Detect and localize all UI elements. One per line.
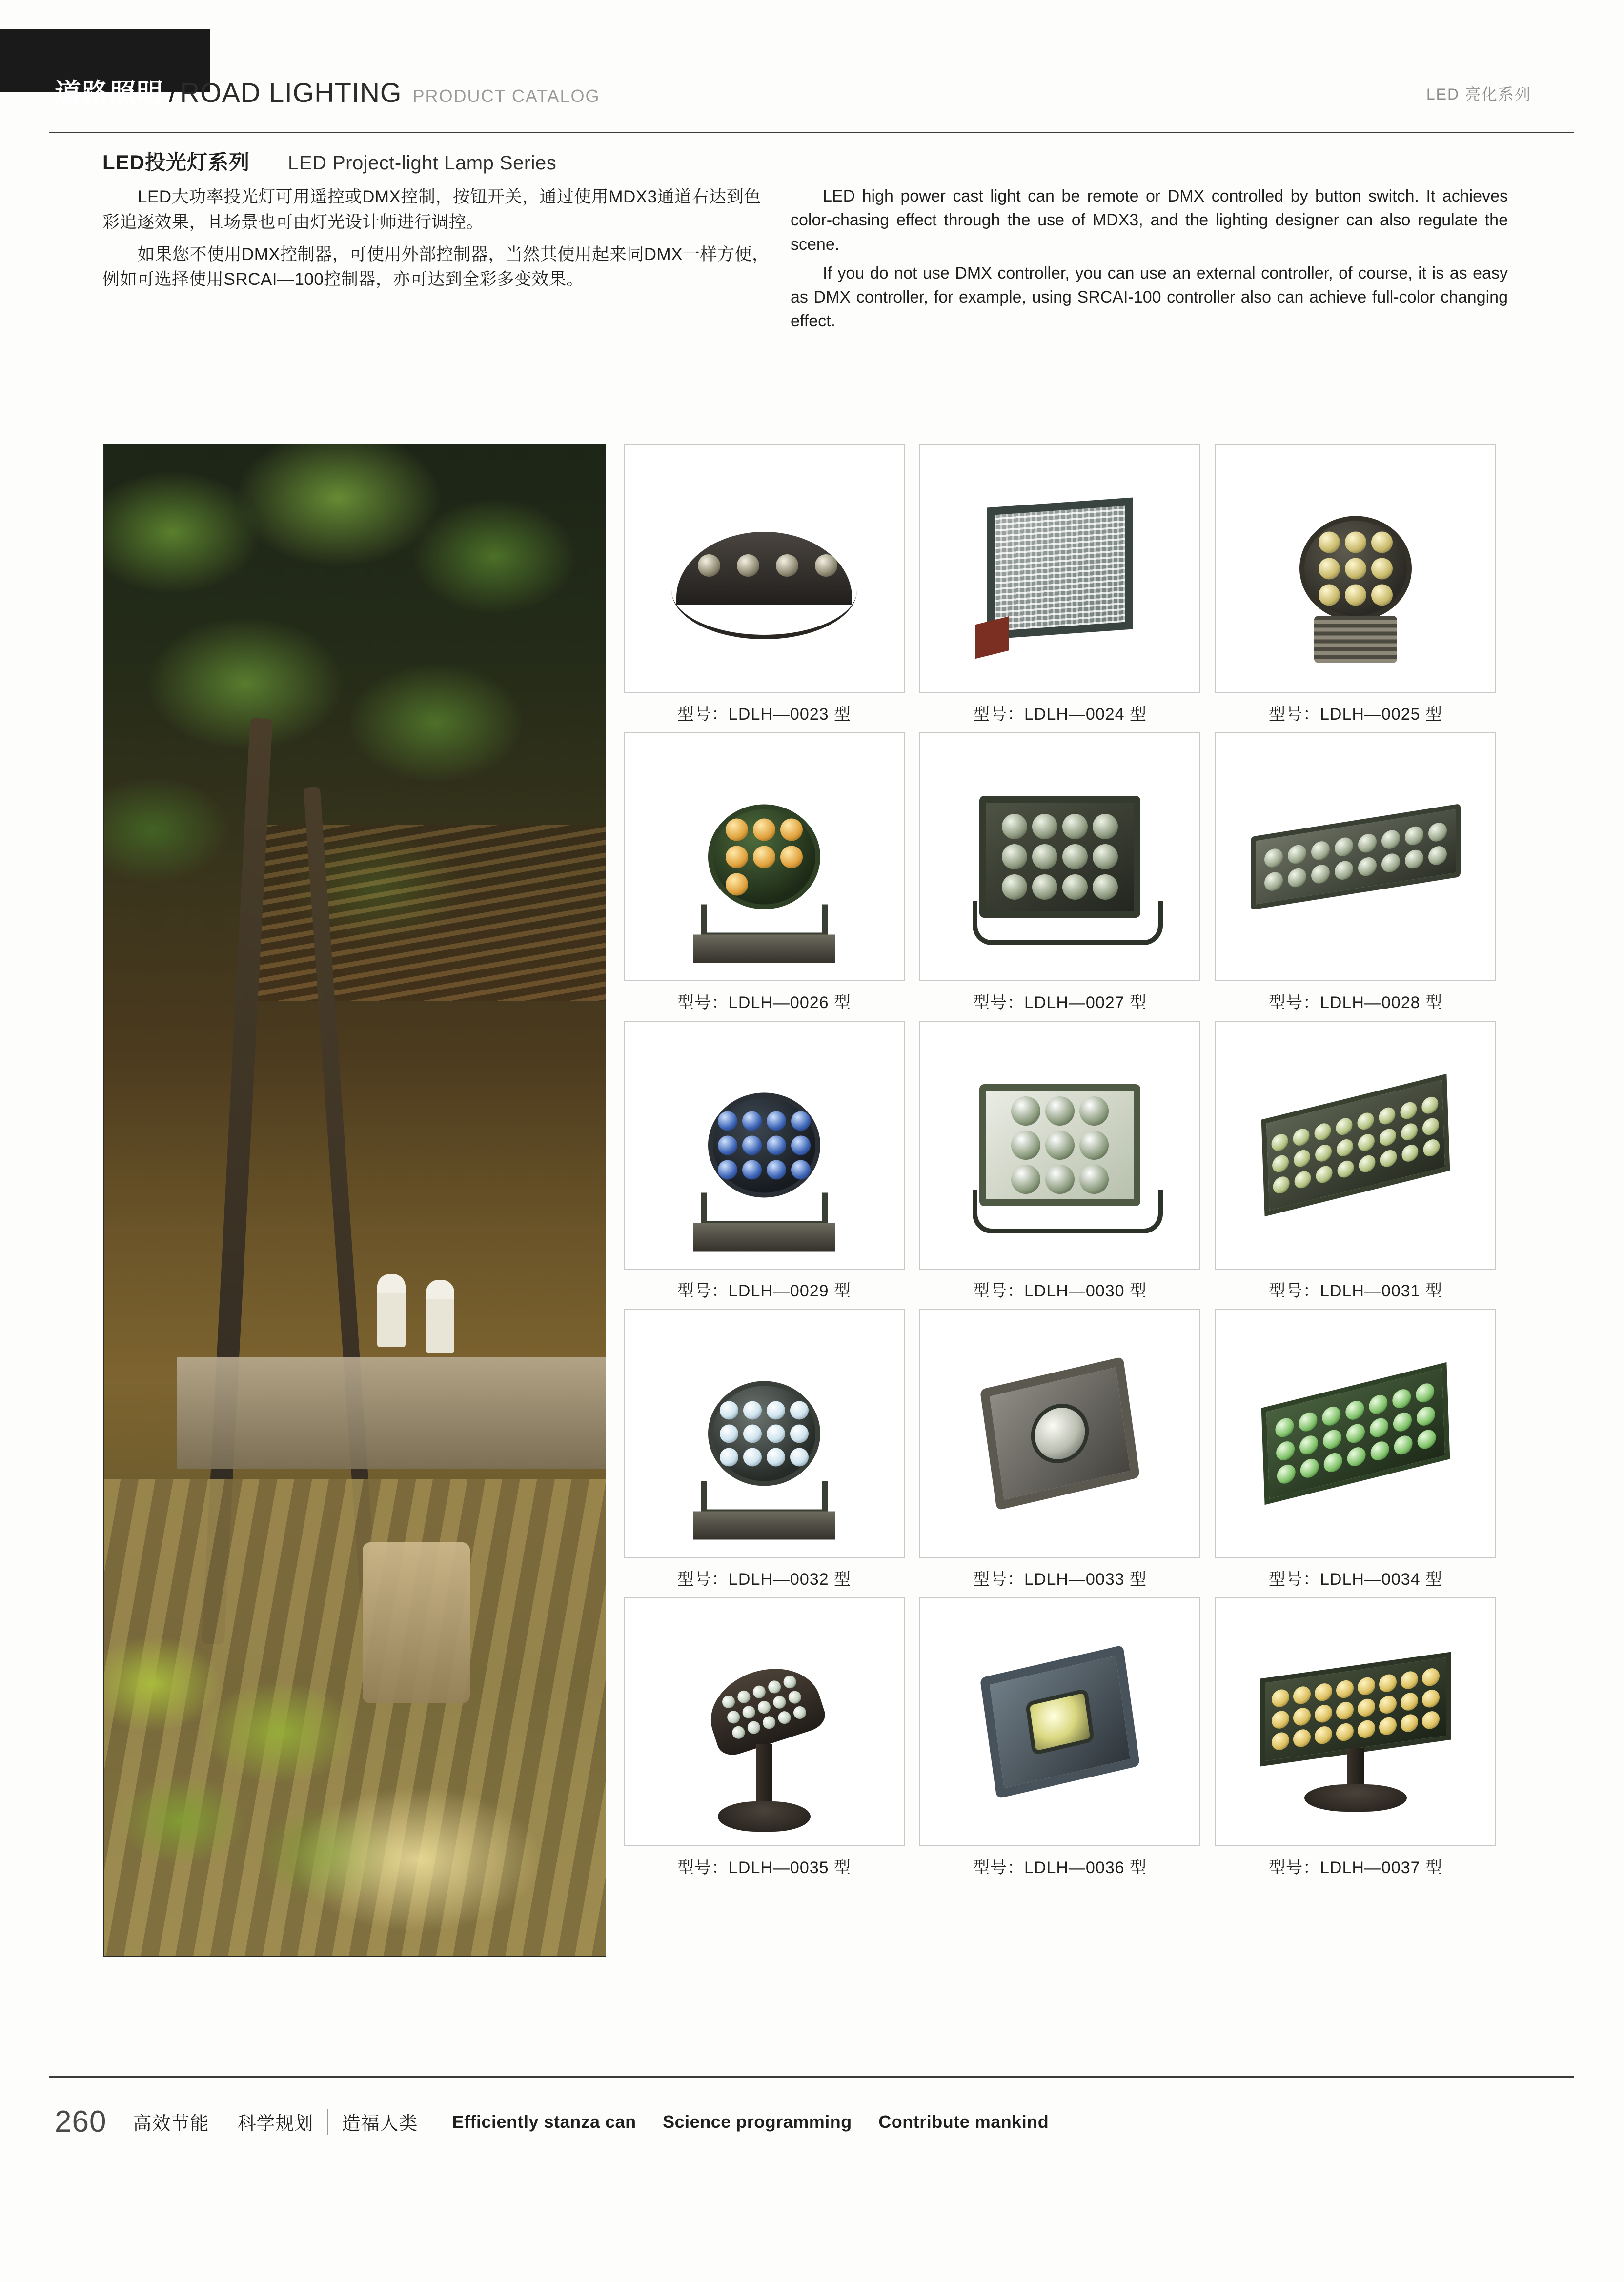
product-cell[interactable] [1215,1309,1496,1590]
lamp-art-flood-cob [987,1661,1133,1783]
product-caption: 型号：LDLH—0029 型 [677,1282,851,1300]
product-cell[interactable] [919,1597,1200,1878]
section-title [102,146,556,176]
product-cell[interactable] [919,1021,1200,1301]
header-subtitle: PRODUCT CATALOG [412,86,600,106]
product-row [624,444,1497,725]
product-caption: 型号：LDLH—0030 型 [973,1282,1147,1300]
hero-chef [377,1274,406,1347]
product-image-ldlh-0034 [1215,1309,1496,1558]
product-cell[interactable] [624,1021,905,1301]
product-image-ldlh-0035 [624,1597,905,1846]
intro-cn-p1: LED大功率投光灯可用遥控或DMX控制，按钮开关，通过使用MDX3通道右达到色彩追逐效果，且场景也可由灯光设计师进行调控。 [102,187,761,232]
product-row [624,1021,1497,1301]
intro-en-p1: LED high power cast light can be remote or DMX controlled by button switch. It achieves color-chasing effect through the use of MDX3, and the lighting designer can also regulate the scene. [791,187,1508,254]
product-image-ldlh-0031 [1215,1021,1496,1270]
product-row [624,1597,1497,1878]
lamp-art-round-fin [1299,516,1412,621]
lamp-art-pedestal-panel [1260,1665,1451,1753]
lamp-art-stalk [708,1671,820,1744]
product-cell[interactable] [1215,1021,1496,1301]
product-image-ldlh-0032 [624,1309,905,1558]
header-slash: / [169,76,177,108]
product-cell[interactable] [624,1309,905,1590]
footer-slogan-cn-2: 科学规划 [237,2114,314,2134]
page-header [0,29,1624,108]
intro-en-p2: If you do not use DMX controller, you can use an external controller, of course, it is as easy as DMX controller, for example, using SRCAI-100 controller also can achieve full-color changing effect. [791,263,1508,331]
product-image-ldlh-0025 [1215,444,1496,693]
lamp-art-round-amber [708,805,820,909]
product-caption: 型号：LDLH—0033 型 [973,1570,1147,1589]
header-series-label: LED 亮化系列 [1426,85,1531,103]
product-caption: 型号：LDLH—0034 型 [1268,1570,1442,1589]
intro-cn-p2: 如果您不使用DMX控制器，可使用外部控制器，当然其使用起来同DMX一样方便，例如可选择使用SRCAI—100控制器，亦可达到全彩多变效果。 [102,244,770,289]
product-cell[interactable] [1215,732,1496,1013]
footer-slogan-en-3: Contribute mankind [878,2111,1049,2132]
hero-photo [103,444,606,1957]
product-caption: 型号：LDLH—0027 型 [973,993,1147,1012]
product-caption: 型号：LDLH—0035 型 [677,1858,851,1877]
product-caption: 型号：LDLH—0025 型 [1268,705,1442,724]
product-grid [624,444,1497,1886]
product-cell[interactable] [919,444,1200,725]
product-image-ldlh-0027 [919,732,1200,981]
section-title-en: LED Project-light Lamp Series [288,152,557,174]
header-title-group [55,72,600,110]
product-image-ldlh-0028 [1215,732,1496,981]
lamp-art-box12 [979,796,1140,918]
lamp-art-round-white [708,1381,820,1486]
footer-slogan-cn-1: 高效节能 [133,2114,209,2134]
lamp-art-round-blue [708,1093,820,1198]
product-image-ldlh-0030 [919,1021,1200,1270]
footer-slogan-en-1: Efficiently stanza can [452,2111,636,2132]
footer-content [55,2104,1070,2139]
header-title-en: ROAD LIGHTING [180,77,402,108]
lamp-art-box9 [979,1084,1140,1206]
footer-slogan-cn-3: 造福人类 [342,2114,418,2134]
product-row [624,732,1497,1013]
product-image-ldlh-0024 [919,444,1200,693]
product-image-ldlh-0026 [624,732,905,981]
product-caption: 型号：LDLH—0037 型 [1268,1858,1442,1877]
intro-paragraphs-en [791,184,1508,339]
hero-chef-secondary [426,1280,454,1353]
product-cell[interactable] [624,444,905,725]
product-caption: 型号：LDLH—0023 型 [677,705,851,724]
product-caption: 型号：LDLH—0026 型 [677,993,851,1012]
lamp-art-flood-round [987,1373,1133,1494]
product-image-ldlh-0023 [624,444,905,693]
page-number: 260 [55,2105,107,2139]
product-caption: 型号：LDLH—0036 型 [973,1858,1147,1877]
product-caption: 型号：LDLH—0024 型 [973,705,1147,724]
product-image-ldlh-0037 [1215,1597,1496,1846]
intro-paragraphs-cn [102,184,776,299]
product-image-ldlh-0036 [919,1597,1200,1846]
hero-light-glow [289,1786,543,1933]
product-cell[interactable] [624,1597,905,1878]
lamp-art-arc [676,532,852,605]
product-caption: 型号：LDLH—0028 型 [1268,993,1442,1012]
product-cell[interactable] [1215,1597,1496,1878]
lamp-art-wedge [1263,1096,1448,1194]
footer-slogan-en-2: Science programming [663,2111,852,2132]
footer-slogans-en [452,2112,1071,2132]
section-title-cn: LED投光灯系列 [102,151,250,174]
lamp-art-bar [1251,820,1461,893]
product-image-ldlh-0029 [624,1021,905,1270]
product-cell[interactable] [919,1309,1200,1590]
product-cell[interactable] [1215,444,1496,725]
hero-ceiling-slats [250,825,606,1001]
header-divider [49,132,1574,133]
product-row [624,1309,1497,1590]
header-title-cn: 道路照明 [55,79,164,108]
product-cell[interactable] [919,732,1200,1013]
lamp-art-panel [987,503,1133,634]
footer-divider [49,2076,1574,2078]
hero-buffet-counter [177,1357,606,1469]
product-caption: 型号：LDLH—0032 型 [677,1570,851,1589]
lamp-art-bar-green [1263,1385,1448,1482]
product-cell[interactable] [624,732,905,1013]
product-image-ldlh-0033 [919,1309,1200,1558]
product-caption: 型号：LDLH—0031 型 [1268,1282,1442,1300]
